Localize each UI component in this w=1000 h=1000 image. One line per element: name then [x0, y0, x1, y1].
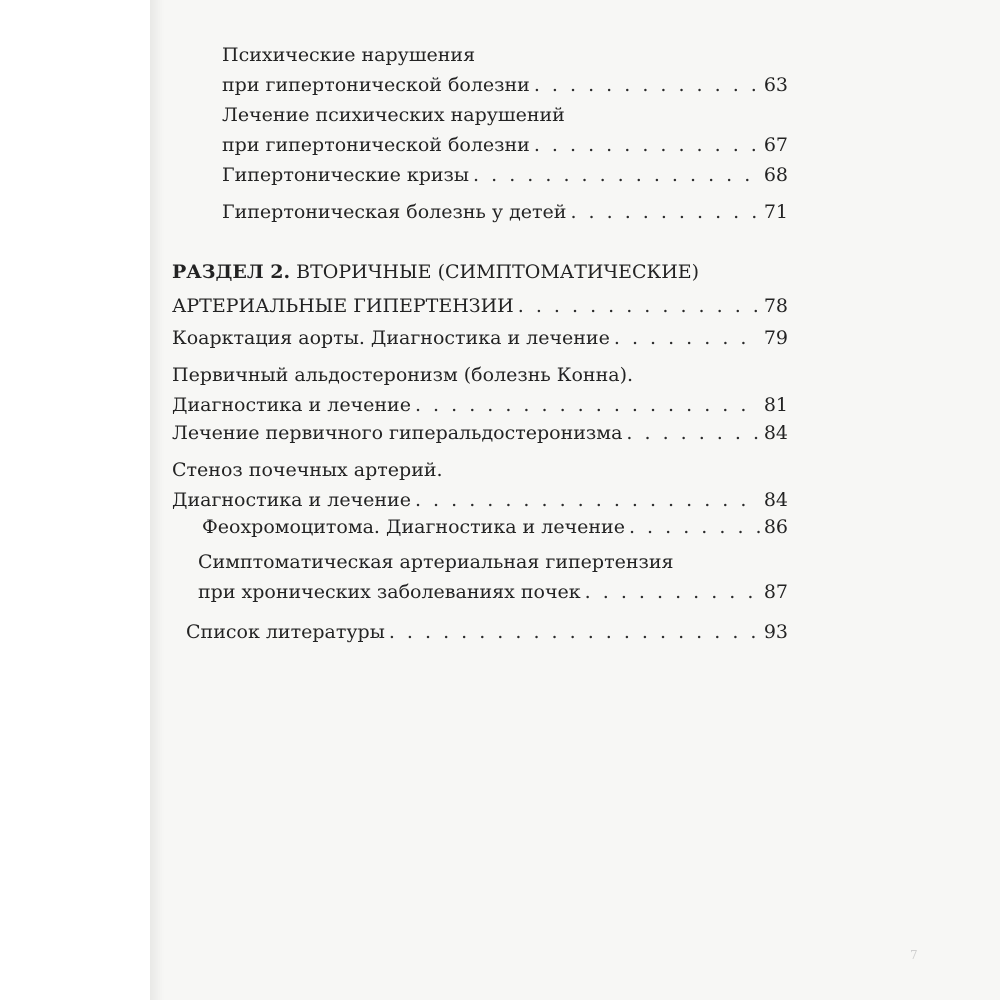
page-footer-number: 7 — [910, 948, 918, 962]
section-label: РАЗДЕЛ 2. — [172, 261, 291, 283]
toc-entry-title: Феохромоцитома. Диагностика и лечение — [202, 516, 625, 538]
toc-entry — [222, 197, 788, 227]
toc-entry — [202, 512, 788, 542]
toc-page-number: 67 — [763, 134, 788, 156]
toc-entry — [222, 160, 788, 190]
toc-page-number: 78 — [763, 295, 788, 317]
dot-leader — [534, 70, 760, 100]
dot-leader — [585, 577, 760, 607]
dot-leader — [626, 418, 759, 448]
dot-leader — [415, 390, 760, 420]
toc-entry-title: Лечение психических нарушений — [222, 104, 565, 126]
toc-page-number: 71 — [763, 201, 788, 223]
toc-page-number: 86 — [763, 516, 788, 538]
toc-entry-title: Симптоматическая артериальная гипертензия — [198, 551, 674, 573]
dot-leader — [614, 323, 760, 353]
dot-leader — [518, 289, 760, 323]
toc-entry-title: Стеноз почечных артерий. — [172, 459, 443, 481]
dot-leader — [389, 617, 760, 647]
toc-page-number: 87 — [763, 581, 788, 603]
toc-entry-title: Первичный альдостеронизм (болезнь Конна). — [172, 364, 634, 386]
gutter-shadow — [150, 0, 164, 1000]
toc-entry-title: Диагностика и лечение — [172, 394, 411, 416]
toc-entry-title: Лечение первичного гиперальдостеронизма — [172, 422, 623, 444]
toc-entry-title: Список литературы — [186, 621, 385, 643]
book-page — [150, 0, 1000, 1000]
dot-leader — [534, 130, 760, 160]
toc-entry-title: при гипертонической болезни — [222, 134, 530, 156]
toc-entry-title: Гипертоническая болезнь у детей — [222, 201, 567, 223]
toc-page-number: 84 — [763, 422, 788, 444]
toc-entry-title: Психические нарушения — [222, 44, 476, 66]
toc-entry — [222, 100, 788, 160]
toc-page-number: 63 — [763, 74, 788, 96]
toc-entry — [172, 455, 788, 515]
toc-entry-title: АРТЕРИАЛЬНЫЕ ГИПЕРТЕНЗИИ — [172, 295, 514, 317]
toc-entry-title: Коарктация аорты. Диагностика и лечение — [172, 327, 610, 349]
toc-entry-title: при гипертонической болезни — [222, 74, 530, 96]
toc-entry — [198, 547, 788, 607]
toc-entry — [186, 617, 788, 647]
toc-entry — [222, 40, 788, 100]
toc-page-number: 79 — [763, 327, 788, 349]
toc-page-number: 68 — [763, 164, 788, 186]
toc-entry — [172, 418, 788, 448]
toc-entry — [172, 323, 788, 353]
toc-entry-title: Диагностика и лечение — [172, 489, 411, 511]
toc-entry-title: Гипертонические кризы — [222, 164, 470, 186]
dot-leader — [473, 160, 760, 190]
toc-page-number: 81 — [763, 394, 788, 416]
toc-page-number: 93 — [763, 621, 788, 643]
toc-section-heading — [172, 255, 788, 323]
toc-entry-title: при хронических заболеваниях почек — [198, 581, 581, 603]
dot-leader — [570, 197, 759, 227]
dot-leader — [415, 485, 760, 515]
dot-leader — [629, 512, 760, 542]
toc-entry — [172, 360, 788, 420]
toc-entry-title: ВТОРИЧНЫЕ (СИМПТОМАТИЧЕСКИЕ) — [296, 261, 700, 283]
toc-page-number: 84 — [763, 489, 788, 511]
